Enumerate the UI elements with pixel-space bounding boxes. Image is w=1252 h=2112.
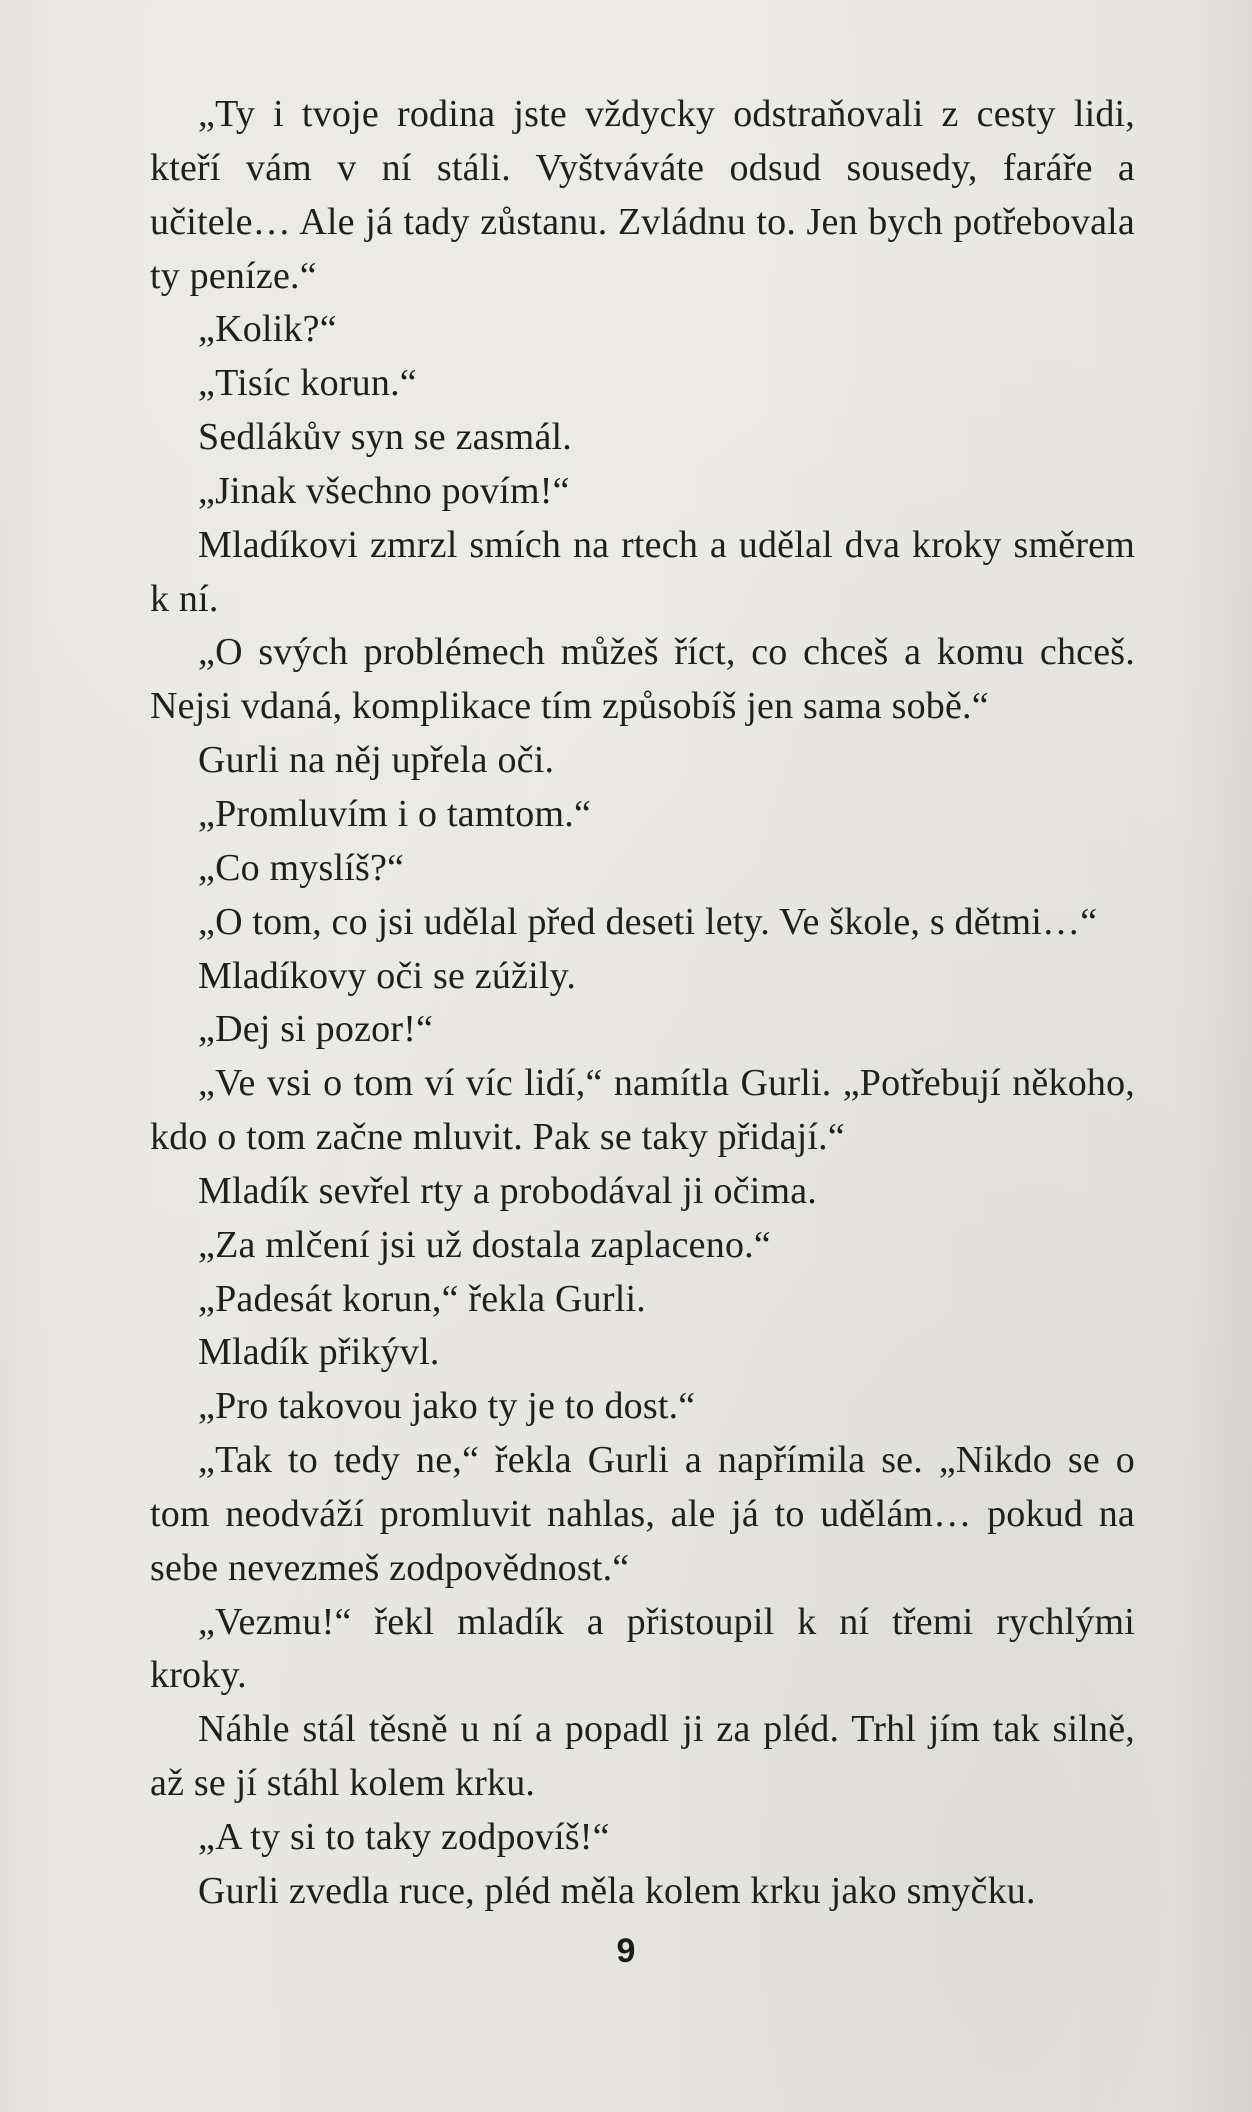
paragraph-22: Náhle stál těsně u ní a popadl ji za pléd. Trhl jím tak silně, až se jí stáhl kolem krku. — [150, 1708, 1135, 1805]
paragraph-14: „Ve vsi o tom ví víc lidí,“ namítla Gurli. „Potřebují někoho, kdo o tom začne mluvit. Pak se taky přidají.“ — [150, 1062, 1135, 1159]
paragraph-19: „Pro takovou jako ty je to dost.“ — [198, 1385, 696, 1428]
paragraph-7: „O svých problémech můžeš říct, co chceš a komu chceš. Nejsi vdaná, komplikace tím způsobíš jen sama sobě.“ — [150, 631, 1135, 728]
paragraph-8: Gurli na něj upřela oči. — [198, 739, 555, 782]
paragraph-6: Mladíkovi zmrzl smích na rtech a udělal dva kroky směrem k ní. — [150, 523, 1135, 620]
body-text — [150, 88, 1135, 1919]
paragraph-12: Mladíkovy oči se zúžily. — [198, 954, 577, 997]
paragraph-16: „Za mlčení jsi už dostala zaplaceno.“ — [198, 1223, 771, 1266]
paragraph-17: „Padesát korun,“ řekla Gurli. — [198, 1277, 646, 1320]
paragraph-21: „Vezmu!“ řekl mladík a přistoupil k ní třemi rychlými kroky. — [150, 1600, 1135, 1697]
paragraph-23: „A ty si to taky zodpovíš!“ — [198, 1816, 610, 1858]
page-number: 9 — [616, 1932, 636, 1970]
paragraph-9: „Promluvím i o tamtom.“ — [198, 792, 592, 835]
paragraph-2: „Kolik?“ — [198, 308, 337, 351]
paragraph-13: „Dej si pozor!“ — [198, 1008, 434, 1051]
paragraph-24: Gurli zvedla ruce, pléd měla kolem krku jako smyčku. — [198, 1869, 1036, 1912]
paragraph-11: „O tom, co jsi udělal před deseti lety. Ve škole, s dětmi…“ — [198, 900, 1098, 943]
paragraph-5: „Jinak všechno povím!“ — [198, 469, 570, 512]
paragraph-18: Mladík přikývl. — [198, 1331, 440, 1374]
paragraph-10: „Co myslíš?“ — [198, 846, 405, 889]
paragraph-1: „Ty i tvoje rodina jste vždycky odstraňovali z cesty lidi, kteří vám v ní stáli. Vyštváváte odsud sousedy, faráře a učitele… Ale já tady zůstanu. Zvládnu to. Jen bych potřebovala ty peníze.“ — [150, 93, 1135, 297]
paragraph-3: „Tisíc korun.“ — [198, 362, 417, 405]
paragraph-15: Mladík sevřel rty a probodával ji očima. — [198, 1169, 817, 1212]
paragraph-4: Sedlákův syn se zasmál. — [198, 416, 572, 459]
paragraph-20: „Tak to tedy ne,“ řekla Gurli a napřímila se. „Nikdo se o tom neodváží promluvit nahlas, ale já to udělám… pokud na sebe nevezmeš zodpovědnost.“ — [150, 1439, 1135, 1589]
